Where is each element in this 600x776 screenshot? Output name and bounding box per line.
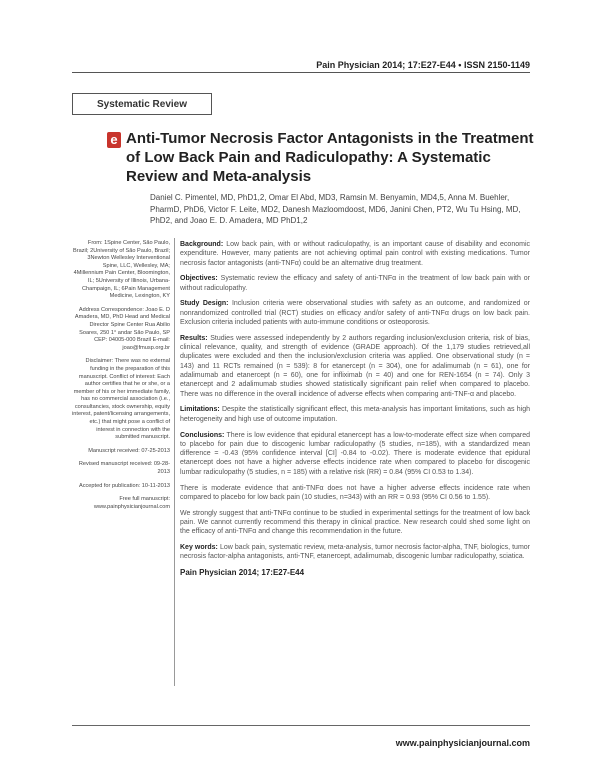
background-label: Background: — [180, 241, 224, 248]
epub-e-icon: e — [107, 132, 121, 148]
limitations-label: Limitations: — [180, 406, 220, 414]
article-info-sidebar — [72, 240, 170, 517]
column-divider — [174, 238, 175, 686]
abstract-conclusions-3: We strongly suggest that anti-TNFα continue to be studied in experimental settings for the treatment of low back pain. We cannot currently recommend this therapy in clinical practice. New research could shed some light on the efficacy of anti-TNFα and change this recommendation in the future. — [180, 509, 530, 536]
free-manuscript-link[interactable]: Free full manuscript: www.painphysicianjournal.com — [93, 496, 170, 510]
disclaimer: Disclaimer: There was no external funding in the preparation of this manuscript. Conflict of interest: Each author certifies that he or she, or a member of his or her immediate family, has no commercial association (i.e., consultancies, stock ownership, equity interest, patent/licensing arrangements, etc.) that might pose a conflict of interest in connection with the submitted manuscript. — [72, 358, 170, 441]
article-type-badge: Systematic Review — [72, 93, 212, 115]
design-label: Study Design: — [180, 300, 229, 308]
accepted-date: Accepted for publication: 10-11-2013 — [78, 482, 170, 489]
abstract-results: Results: Studies were assessed independently by 2 authors regarding inclusion/exclusion criteria, risk of bias, clinical relevance, quality, and strength of evidence (GRADE approach). Of the 1,179 studies retrieved,all duplicates were excluded and then the inclusion/exclusion criteria was applied. One observational study (n = 143) and 11 RCTs remained (n = 539): 8 for etanercept (n = 304), one for adalimumab (n = 61), one for adalimumab and etanercept (n = 60), one for infliximab (n = 40) and one for REN-1654 (n = 74). Only 3 etanercept and 2 adalimumab studies showed statistically significant pain relief when compared to placebo. There was no difference in the overall incidence of adverse effects when comparing anti-TNF-α and placebo. — [180, 334, 530, 398]
journal-citation: Pain Physician 2014; 17:E27-E44 • ISSN 2150-1149 — [316, 60, 530, 70]
results-label: Results: — [180, 334, 208, 342]
abstract-background: Background: Low back pain, with or without radiculopathy, is an important cause of disability and economic expenditure. However, many patients are not achieving optimal pain control with existing medications. Tumor necrosis factor antagonists (anti-TNFα) could be an alternative drug treatment. — [180, 241, 531, 267]
article-title: Anti-Tumor Necrosis Factor Antagonists in the Treatment of Low Back Pain and Radiculopathy: A Systematic Review and Meta-analysis — [126, 130, 534, 185]
abstract-objectives: Objectives: Systematic review the efficacy and safety of anti-TNFα in the treatment of low back pain with or without radiculopathy. — [180, 275, 530, 292]
correspondence: Address Correspondence: Joao E. D Amadera, MD, PhD Head and Medical Director Spine Center Rua Abilio Soares, 250 1° andar São Paulo, SP CEP: 04005-000 Brazil E-mail: joao@fmusp.org.br — [74, 306, 170, 351]
abstract-conclusions-2: There is moderate evidence that anti-TNFα does not have a higher adverse effects incidence rate when compared to placebo for low back pain (10 studies, n=343) with an RR = 0.93 (95% CI 0.56 to 1.55). — [180, 484, 530, 501]
conclusions-label: Conclusions: — [180, 431, 225, 439]
objectives-label: Objectives: — [180, 275, 218, 283]
keywords-label: Key words: — [180, 544, 218, 552]
header-divider — [72, 72, 530, 73]
affiliations: From: 1Spine Center, São Paulo, Brazil; 2University of São Paulo, Brazil; 3Newton Wellesley Interventional Spine, LLC, Wellesley, MA; 4Millennium Pain Center, Bloomington, IL; 5University of Illinois, Urbana-Champaign, IL; 6Pain Management Medicine, Lexington, KY — [73, 240, 170, 300]
journal-url-link[interactable]: www.painphysicianjournal.com — [395, 738, 530, 748]
abstract-design: Study Design: Inclusion criteria were observational studies with safety as an outcome, and randomized or nonrandomized controlled trial (RCT) studies on efficacy and/or safety of anti-TNFα drugs on low back pain. Exclusion criteria included patients with auto-immune conditions or osteoporosis. — [180, 300, 530, 327]
abstract-citation: Pain Physician 2014; 17:E27-E44 — [180, 568, 305, 578]
received-date: Manuscript received: 07-25-2013 — [88, 447, 170, 454]
abstract-keywords: Key words: Low back pain, systematic review, meta-analysis, tumor necrosis factor-alpha, TNF, biologics, tumor necrosis factor-alpha antagonists, anti-TNF, etanercept, adalimumab, discogenic lumbar radiculopathy, sciatica. — [180, 544, 531, 561]
abstract-limitations: Limitations: Despite the statistically significant effect, this meta-analysis has important limitations, such as high heterogeneity and high use of outcome imputation. — [180, 406, 530, 423]
abstract — [180, 240, 530, 577]
abstract-conclusions: Conclusions: There is low evidence that epidural etanercept has a low-to-moderate effect size when compared to placebo for pain due to discogenic lumbar radiculopathy (5 studies, n=185), with a standardized mean difference = -0.43 (95% confidence interval [CI] -0.84 to -0.02). There is moderate evidence that epidural etanercept does not have a higher adverse effects incidence rate when compared to placebo for discogenic lumbar radiculopathy (5 studies, n = 185) with a relative risk (RR) = 0.84 (95% CI 0.53 to 1.34). — [180, 431, 530, 476]
author-list: Daniel C. Pimentel, MD, PhD1,2, Omar El Abd, MD3, Ramsin M. Benyamin, MD4,5, Anna M. Buehler, PharmD, PhD6, Victor F. Leite, MD2, Danesh Mazloomdoost, MD6, Janini Chen, PT2, Wu Tu Hsing, MD, PhD2, and Joao E. D. Amadera, MD PhD1,2 — [150, 193, 521, 225]
footer-divider — [72, 725, 530, 726]
revised-date: Revised manuscript received: 09-28-2013 — [78, 461, 170, 476]
